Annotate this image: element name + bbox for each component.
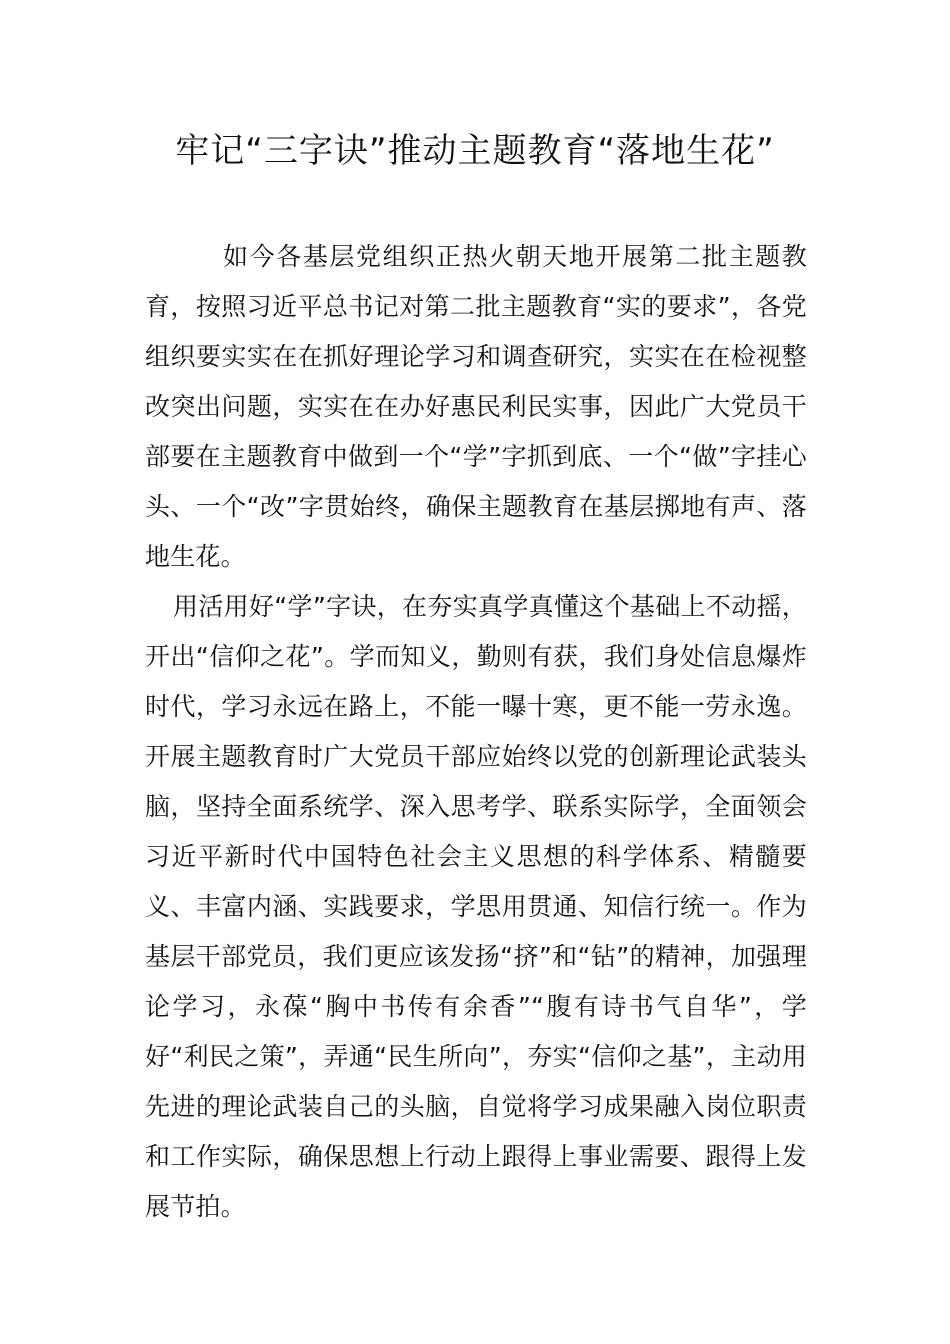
document-title: 牢记“三字诀”推动主题教育“落地生花”	[175, 131, 775, 171]
paragraph-study: 用活用好“学”字诀，在夯实真学真懂这个基础上不动摇，开出“信仰之花”。学而知义，勤则有获，我们身处信息爆炸时代，学习永远在路上，不能一曝十寒，更不能一劳永逸。开展主题教育时广大党员干部应始终以党的创新理论武装头脑，坚持全面系统学、深入思考学、联系实际学，全面领会习近平新时代中国特色社会主义思想的科学体系、精髓要义、丰富内涵、实践要求，学思用贯通、知信行统一。作为基层干部党员，我们更应该发扬“挤”和“钻”的精神，加强理论学习，永葆“胸中书传有余香”“腹有诗书气自华”，学好“利民之策”，弄通“民生所向”，夯实“信仰之基”，主动用先进的理论武装自己的头脑，自觉将学习成果融入岗位职责和工作实际，确保思想上行动上跟得上事业需要、跟得上发展节拍。	[145, 592, 807, 1221]
document-body	[145, 232, 807, 1232]
paragraph-intro: 如今各基层党组织正热火朝天地开展第二批主题教育，按照习近平总书记对第二批主题教育“实的要求”，各党组织要实实在在抓好理论学习和调查研究，实实在在检视整改突出问题，实实在在办好惠民利民实事，因此广大党员干部要在主题教育中做到一个“学”字抓到底、一个“做”字挂心头、一个“改”字贯始终，确保主题教育在基层掷地有声、落地生花。	[145, 242, 807, 571]
